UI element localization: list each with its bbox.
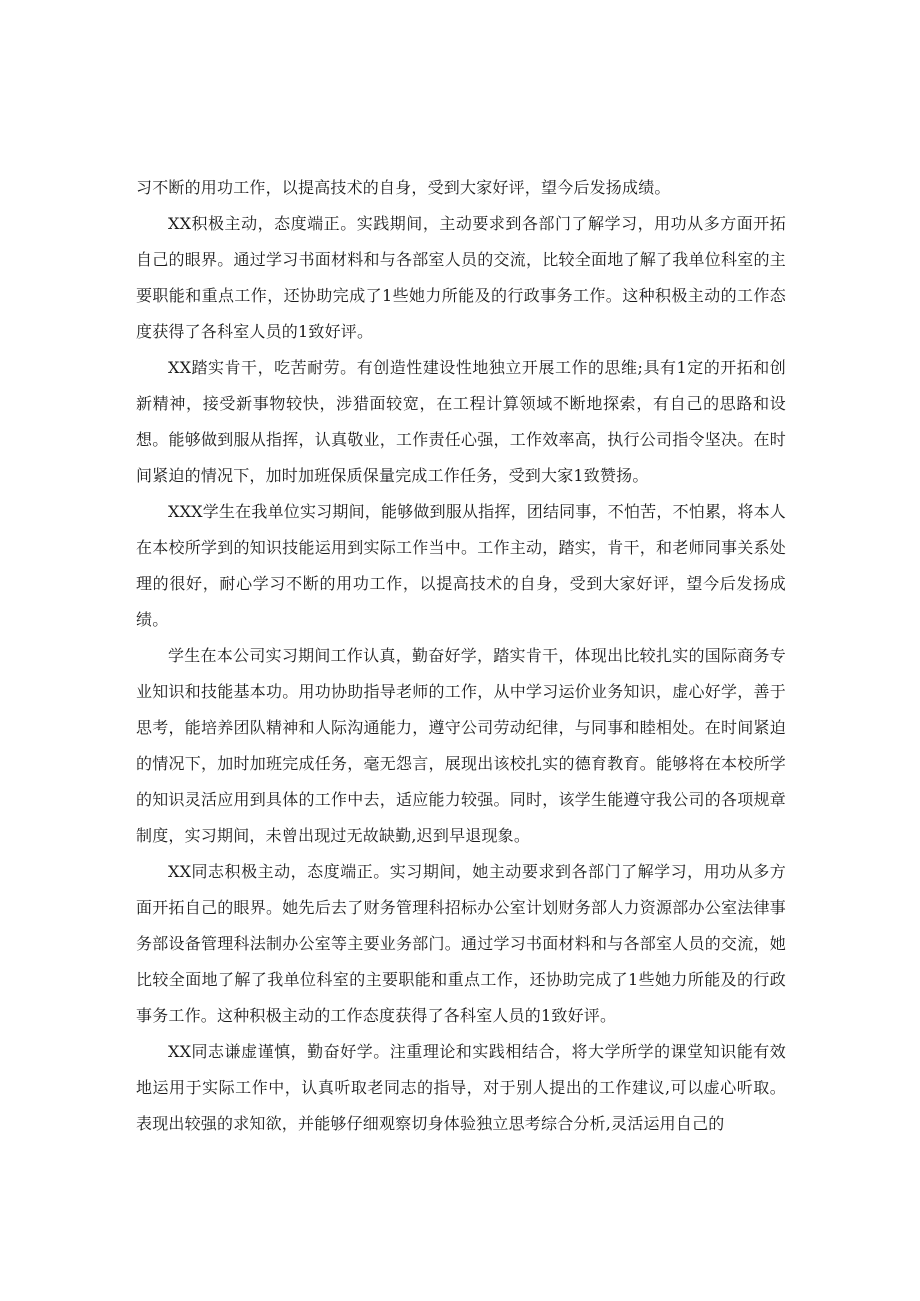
paragraph-4: XXX学生在我单位实习期间，能够做到服从指挥，团结同事，不怕苦，不怕累，将本人在本校所学到的知识技能运用到实际工作当中。工作主动，踏实，肯干，和老师同事关系处理的很好，耐心学习不断的用功工作，以提高技术的自身，受到大家好评，望今后发扬成绩。 <box>136 502 786 629</box>
paragraph-3: XX踏实肯干，吃苦耐劳。有创造性建设性地独立开展工作的思维;具有1定的开拓和创新精神，接受新事物较快，涉猎面较宽，在工程计算领域不断地探索，有自己的思路和设想。能够做到服从指挥，认真敬业，工作责任心强，工作效率高，执行公司指令坚决。在时间紧迫的情况下，加时加班保质保量完成工作任务，受到大家1致赞扬。 <box>136 358 786 485</box>
paragraph-1: 习不断的用功工作，以提高技术的自身，受到大家好评，望今后发扬成绩。 <box>136 178 671 197</box>
paragraph-6: XX同志积极主动，态度端正。实习期间，她主动要求到各部门了解学习，用功从多方面开拓自己的眼界。她先后去了财务管理科招标办公室计划财务部人力资源部办公室法律事务部设备管理科法制办公室等主要业务部门。通过学习书面材料和与各部室人员的交流，她比较全面地了解了我单位科室的主要职能和重点工作，还协助完成了1些她力所能及的行政事务工作。这种积极主动的工作态度获得了各科室人员的1致好评。 <box>136 862 786 1025</box>
paragraph-7: XX同志谦虚谨慎，勤奋好学。注重理论和实践相结合，将大学所学的课堂知识能有效地运用于实际工作中，认真听取老同志的指导，对于别人提出的工作建议,可以虚心听取。表现出较强的求知欲，并能够仔细观察切身体验独立思考综合分析,灵活运用自己的 <box>136 1042 786 1133</box>
document-body <box>136 170 786 1142</box>
paragraph-2: XX积极主动，态度端正。实践期间，主动要求到各部门了解学习，用功从多方面开拓自己的眼界。通过学习书面材料和与各部室人员的交流，比较全面地了解了我单位科室的主要职能和重点工作，还协助完成了1些她力所能及的行政事务工作。这种积极主动的工作态度获得了各科室人员的1致好评。 <box>136 214 786 341</box>
paragraph-5: 学生在本公司实习期间工作认真，勤奋好学，踏实肯干，体现出比较扎实的国际商务专业知识和技能基本功。用功协助指导老师的工作，从中学习运价业务知识，虚心好学，善于思考，能培养团队精神和人际沟通能力，遵守公司劳动纪律，与同事和睦相处。在时间紧迫的情况下，加时加班完成任务，毫无怨言，展现出该校扎实的德育教育。能够将在本校所学的知识灵活应用到具体的工作中去，适应能力较强。同时，该学生能遵守我公司的各项规章制度，实习期间，未曾出现过无故缺勤,迟到早退现象。 <box>136 646 786 845</box>
